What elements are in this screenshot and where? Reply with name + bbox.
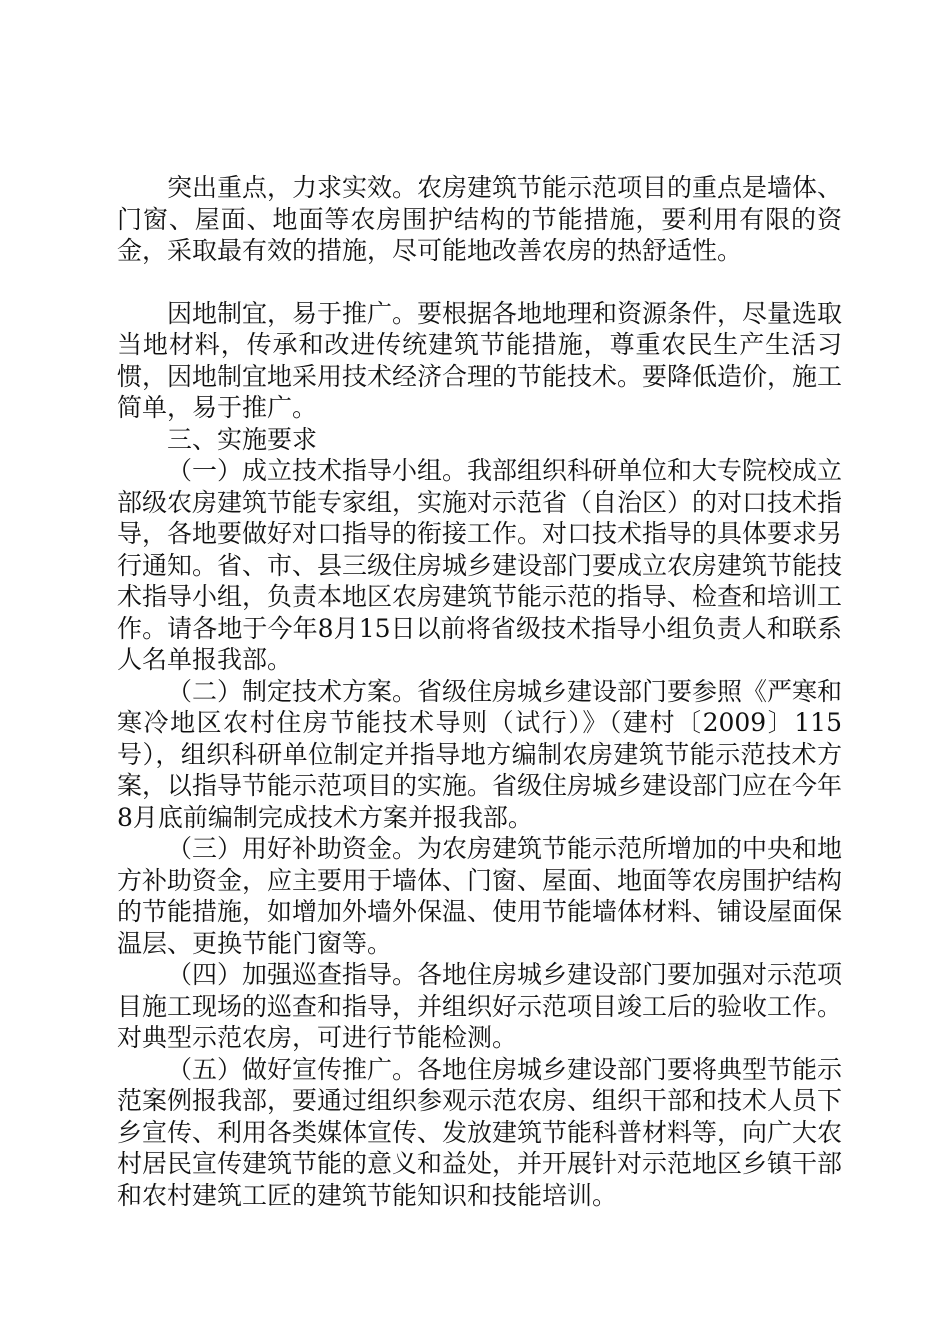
section-heading-implementation: 三、实施要求	[167, 424, 318, 454]
paragraph-publicity-promotion: （五）做好宣传推广。各地住房城乡建设部门要将典型节能示范案例报我部，要通过组织参观示范农房、组织干部和技术人员下乡宣传、利用各类媒体宣传、发放建筑节能科普材料等，向广大农村居民宣传建筑节能的意义和益处，并开展针对示范地区乡镇干部和农村建筑工匠的建筑节能知识和技能培训。	[117, 1054, 843, 1210]
paragraph-technical-plan: （二）制定技术方案。省级住房城乡建设部门要参照《严寒和寒冷地区农村住房节能技术导则（试行）》（建村〔2009〕115号），组织科研单位制定并指导地方编制农房建筑节能示范技术方案，以指导节能示范项目的实施。省级住房城乡建设部门应在今年8月底前编制完成技术方案并报我部。	[117, 676, 843, 832]
document-body	[117, 172, 842, 1211]
paragraph-focus-key-points: 突出重点，力求实效。农房建筑节能示范项目的重点是墙体、门窗、屋面、地面等农房围护结构的节能措施，要利用有限的资金，采取最有效的措施，尽可能地改善农房的热舒适性。	[117, 173, 843, 265]
paragraph-local-adaptation: 因地制宜，易于推广。要根据各地地理和资源条件，尽量选取当地材料，传承和改进传统建筑节能措施，尊重农民生产生活习惯，因地制宜地采用技术经济合理的节能技术。要降低造价，施工简单，易于推广。	[117, 298, 843, 422]
paragraph-technical-guidance-group: （一）成立技术指导小组。我部组织科研单位和大专院校成立部级农房建筑节能专家组，实施对示范省（自治区）的对口技术指导，各地要做好对口指导的衔接工作。对口技术指导的具体要求另行通知。省、市、县三级住房城乡建设部门要成立农房建筑节能技术指导小组，负责本地区农房建筑节能示范的指导、检查和培训工作。请各地于今年8月15日以前将省级技术指导小组负责人和联系人名单报我部。	[117, 456, 843, 674]
paragraph-subsidy-funds: （三）用好补助资金。为农房建筑节能示范所增加的中央和地方补助资金，应主要用于墙体、门窗、屋面、地面等农房围护结构的节能措施，如增加外墙外保温、使用节能墙体材料、铺设屋面保温层、更换节能门窗等。	[117, 834, 843, 958]
paragraph-inspection-guidance: （四）加强巡查指导。各地住房城乡建设部门要加强对示范项目施工现场的巡查和指导，并组织好示范项目竣工后的验收工作。对典型示范农房，可进行节能检测。	[117, 960, 843, 1052]
